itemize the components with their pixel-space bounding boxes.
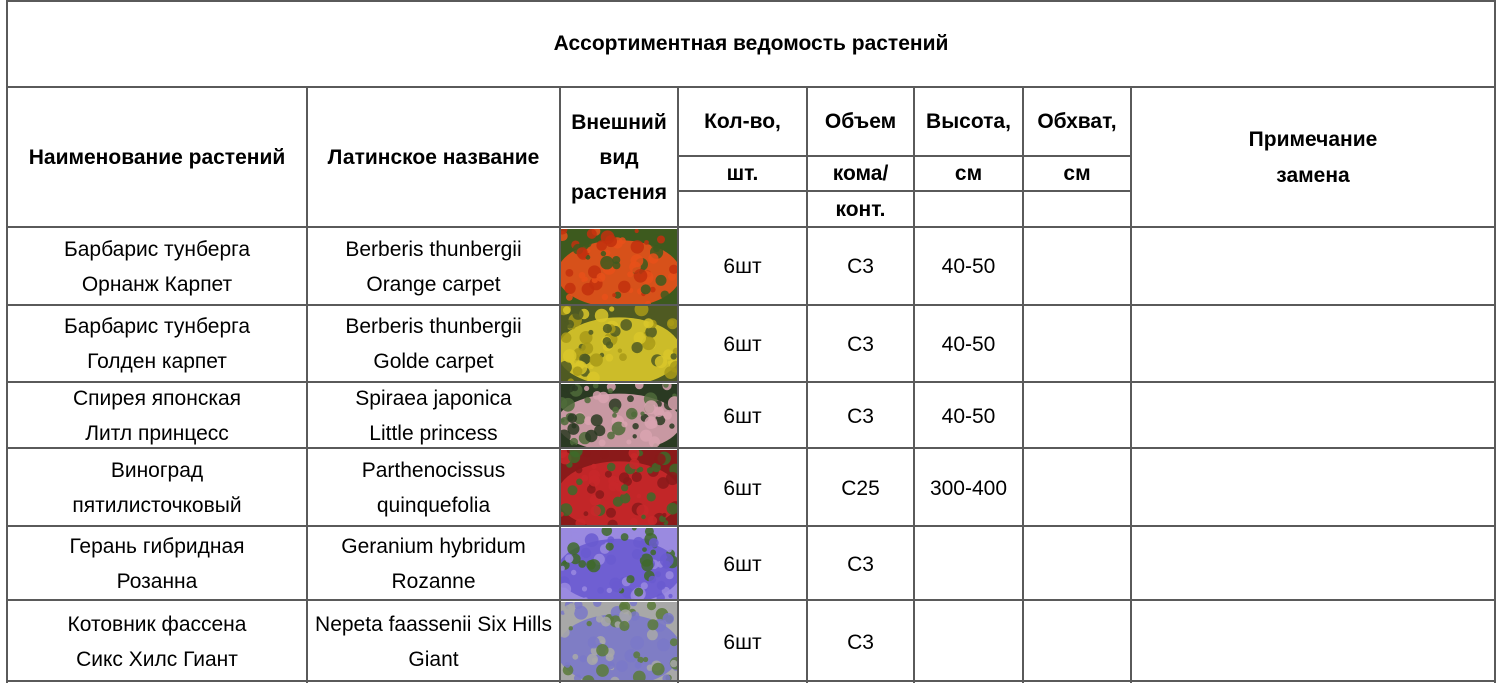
cell-name: Спирея японская Литл принцесс [72,387,242,445]
cell-qty: 6шт [723,255,762,278]
cell-qty: 6шт [723,552,762,576]
grid-line [677,155,1132,157]
cell-name: Герань гибридная Розанна [69,535,245,593]
grid-line [6,599,1496,601]
cell-note [1131,305,1495,383]
cell-qty: 6шт [723,404,762,428]
cell-height [914,527,1023,601]
cell-note [1131,383,1495,449]
grid-line [677,86,679,683]
cell-height: 300-400 [929,476,1008,500]
header-girth-unit: см [1063,162,1091,185]
cell-girth [1023,449,1131,527]
cell-name: Барбарис тунберга Орнанж Карпет [63,237,251,296]
grid-line [6,304,1496,306]
grid-line [6,525,1496,527]
header-plant-name: Наименование растений [28,145,286,169]
cell-girth [1023,305,1131,383]
header-note: Примечание замена [1248,127,1378,187]
cell-qty: 6шт [723,476,762,500]
grid-line [6,0,1496,2]
cell-latin: Berberis thunbergii Orange carpet [345,237,522,296]
cell-girth [1023,527,1131,601]
grid-line [1494,0,1496,683]
grid-line [6,86,1496,88]
cell-latin: Parthenocissus quinquefolia [361,459,506,517]
cell-height: 40-50 [941,332,996,356]
grid-line [6,381,1496,383]
grid-line [913,86,915,683]
golden-barberry-photo [561,306,677,382]
header-volume-bot: конт. [835,197,886,221]
grid-line [559,86,561,683]
cell-note [1131,449,1495,527]
grid-line [6,680,1496,682]
cell-vol: С25 [841,476,880,500]
grid-line [306,86,308,683]
cell-girth [1023,601,1131,683]
spiraea-photo [561,384,677,448]
grid-line [6,226,1496,228]
grid-line [677,190,1132,192]
header-appearance: Внешний вид растения [571,111,667,204]
cell-name: Виноград пятилисточковый [72,459,242,517]
orange-barberry-photo [561,229,677,304]
header-height-top: Высота, [926,110,1011,133]
cell-latin: Spiraea japonica Little princess [355,387,512,445]
header-girth-top: Обхват, [1037,110,1117,133]
cell-qty: 6шт [723,630,762,654]
cell-note [1131,228,1495,305]
cell-name: Барбарис тунберга Голден карпет [63,315,251,373]
grid-line [806,86,808,683]
grid-line [1022,86,1024,683]
geranium-photo [561,528,677,600]
cell-height: 40-50 [941,255,996,278]
cell-vol: С3 [847,552,874,576]
cell-vol: С3 [847,404,874,428]
header-volume-mid: кома/ [832,162,889,185]
cell-latin: Nepeta faassenii Six Hills Giant [315,613,552,671]
header-qty-unit: шт. [726,162,759,185]
cell-note [1131,601,1495,683]
cell-latin: Geranium hybridum Rozanne [341,535,526,593]
header-volume-top: Объем [824,110,897,133]
cell-height [914,601,1023,683]
grid-line [6,447,1496,449]
cell-qty: 6шт [723,332,762,356]
nepeta-photo [561,602,677,682]
cell-girth [1023,383,1131,449]
cell-note [1131,527,1495,601]
header-qty-top: Кол-во, [704,110,781,133]
virginia-creeper-photo [561,450,677,526]
cell-vol: С3 [847,255,874,278]
grid-line [6,0,8,683]
header-height-unit: см [954,162,983,185]
cell-latin: Berberis thunbergii Golde carpet [345,315,522,373]
cell-height: 40-50 [941,404,996,428]
grid-line [1130,86,1132,683]
cell-girth [1023,228,1131,305]
header-latin-name: Латинское название [327,145,540,169]
cell-name: Котовник фассена Сикс Хилс Гиант [67,613,247,671]
sheet-title: Ассортиментная ведомость растений [553,32,949,55]
cell-vol: С3 [847,630,874,654]
cell-vol: С3 [847,332,874,356]
